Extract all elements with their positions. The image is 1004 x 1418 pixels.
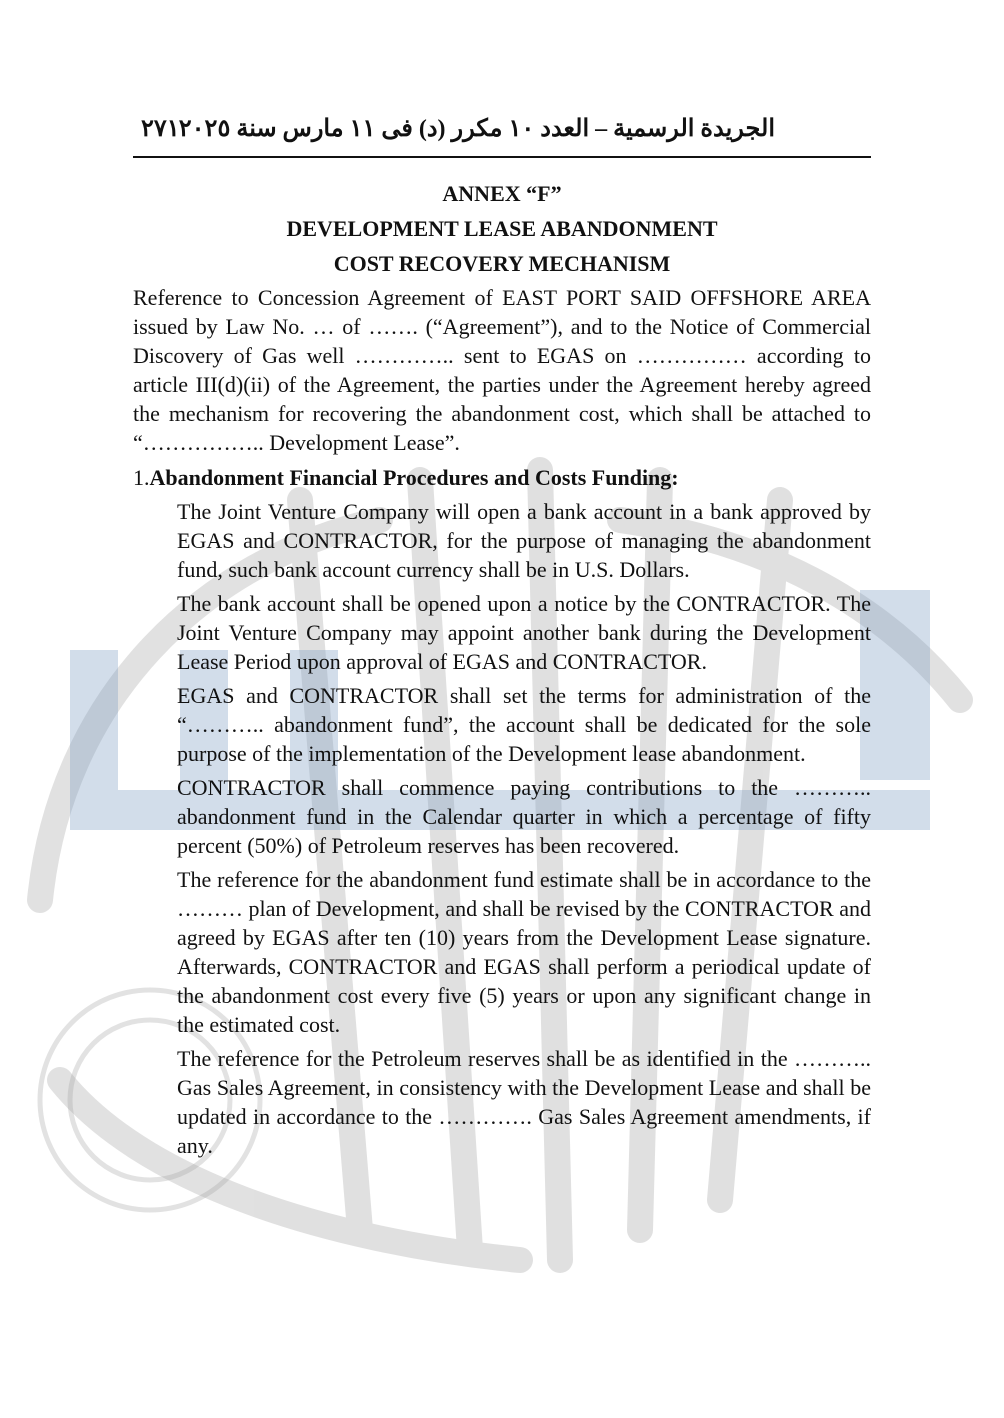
section-1-paragraph-2: The bank account shall be opened upon a notice by the CONTRACTOR. The Joint Venture Company may appoint another bank during the Development Lease Period upon approval of EGAS and CONTRACTOR. (177, 591, 871, 674)
section-1-paragraph-3: EGAS and CONTRACTOR shall set the terms for administration of the “……….. abandonment fund”, the account shall be dedicated for the sole purpose of the implementation of the Development lease abandonment. (177, 683, 871, 766)
section-1-paragraph-4: CONTRACTOR shall commence paying contributions to the ……….. abandonment fund in the Calendar quarter in which a percentage of fifty percent (50%) of Petroleum reserves has been recovered. (177, 775, 871, 858)
header-divider (133, 156, 871, 158)
section-1-heading (133, 463, 871, 492)
gazette-header-line: الجريدة الرسمية – العدد ١٠ مكرر (د) فى ١١ مارس سنة ٢٠٢٥ (178, 116, 775, 142)
section-1-number: 1. (133, 465, 150, 490)
document-title-line-2: COST RECOVERY MECHANISM (333, 251, 671, 276)
page-number: ٢٧١ (141, 116, 180, 142)
section-1-paragraph-5: The reference for the abandonment fund estimate shall be in accordance to the ……… plan of Development, and shall be revised by the CONTRACTOR and agreed by EGAS after ten (10) years from the Development Lease signature. Afterwards, CONTRACTOR and EGAS shall perform a periodical update of the abandonment cost every five (5) years or upon any significant change in the estimated cost. (177, 867, 871, 1037)
section-1-paragraph-6: The reference for the Petroleum reserves shall be as identified in the ……….. Gas Sales Agreement, in consistency with the Development Lease and shall be updated in accordance to the …………. Gas Sales Agreement amendments, if any. (177, 1046, 871, 1158)
annex-title: ANNEX “F” (442, 181, 562, 206)
document-body (133, 176, 871, 1160)
document-title-line-1: DEVELOPMENT LEASE ABANDONMENT (286, 216, 718, 241)
section-1-paragraph-1: The Joint Venture Company will open a bank account in a bank approved by EGAS and CONTRACTOR, for the purpose of managing the abandonment fund, such bank account currency shall be in U.S. Dollars. (177, 499, 871, 582)
section-1-title: Abandonment Financial Procedures and Costs Funding: (149, 465, 679, 490)
intro-paragraph: Reference to Concession Agreement of EAST PORT SAID OFFSHORE AREA issued by Law No. … of ……. (“Agreement”), and to the Notice of Commercial Discovery of Gas well ………….. sent to EGAS on …………… according to article III(d)(ii) of the Agreement, the parties under the Agreement hereby agreed the mechanism for recovering the abandonment cost, which shall be attached to “…………….. Development Lease”. (133, 285, 871, 455)
page-header (133, 112, 871, 152)
